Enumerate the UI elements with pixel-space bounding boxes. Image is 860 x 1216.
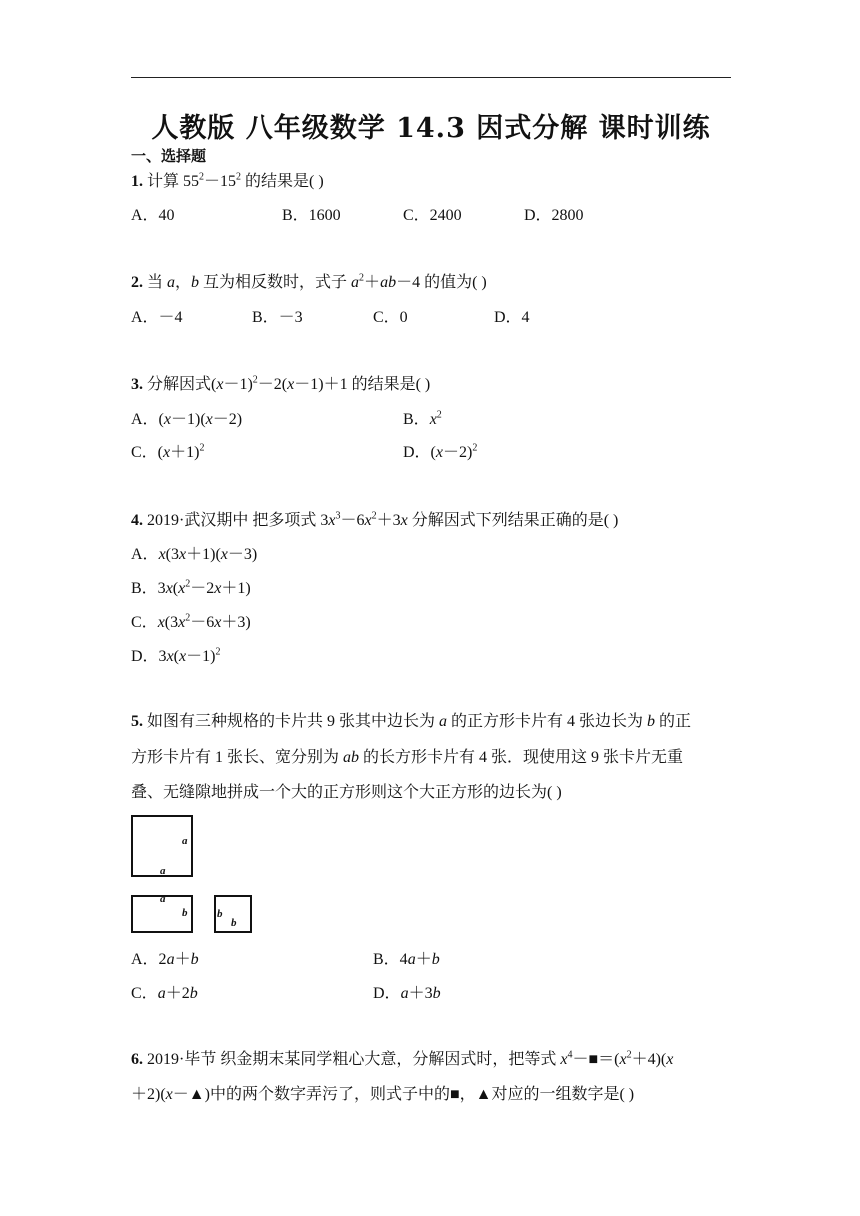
question-1: 1. 计算 $55^2-15^2$ 的结果是( ) (131, 171, 324, 190)
question-3: 3. 分解因式$(x-1)^2-2(x-1)+1$ 的结果是( ) (131, 374, 431, 393)
q2-option-c: C．0 (373, 309, 408, 326)
q2-option-a: A．－4 (131, 309, 183, 326)
question-4: 4. 2019·武汉期中 把多项式 $3x^3-6x^2+3x$ 分解因式下列结果正确的是( ) (131, 510, 619, 529)
q1-option-a: A．40 (131, 207, 175, 224)
fig-label-rect-a: a (160, 893, 166, 905)
q3-option-a: A．(x－1)(x－2) (131, 411, 243, 428)
fig-label-a-side: a (182, 835, 188, 847)
fig-label-a-bottom: a (160, 865, 166, 877)
question-5-line-1: 5. 如图有三种规格的卡片共 9 张其中边长为 a 的正方形卡片有 4 张边长为 b 的正 (131, 713, 692, 730)
fig-label-rect-b: b (182, 907, 188, 919)
section-heading: 一、选择题 (131, 147, 207, 165)
q5-option-b: B．4a＋b (373, 951, 440, 968)
q5-option-a: A．2a＋b (131, 951, 199, 968)
q2-option-b: B．－3 (252, 309, 303, 326)
q3-option-b: B．$x^2$ (403, 409, 442, 428)
question-6-line-1: 6. 2019·毕节 织金期末某同学粗心大意，分解因式时，把等式 $x^4-■=(x^2+4)(x$ (131, 1049, 674, 1068)
q3-option-d: D．$(x-2)^2$ (403, 442, 478, 461)
fig-label-b-side: b (217, 908, 223, 920)
q5-option-c: C．a＋2b (131, 985, 198, 1002)
q1-option-d: D．2800 (524, 207, 584, 224)
q4-option-b: B．$3x(x^2-2x+1)$ (131, 578, 251, 597)
question-2: 2. 当 a，b 互为相反数时，式子 $a^2+ab-4$ 的值为( ) (131, 272, 487, 291)
question-5-line-2: 方形卡片有 1 张长、宽分别为 ab 的长方形卡片有 4 张．现使用这 9 张卡片无重 (131, 749, 684, 766)
question-6-line-2: ＋2)(x－▲)中的两个数字弄污了，则式子中的■，▲对应的一组数字是( ) (131, 1086, 635, 1103)
q4-option-d: D．$3x(x-1)^2$ (131, 646, 221, 665)
q1-option-c: C．2400 (403, 207, 462, 224)
q2-option-d: D．4 (494, 309, 530, 326)
q3-option-c: C．$(x+1)^2$ (131, 442, 205, 461)
question-5-line-3: 叠、无缝隙地拼成一个大的正方形则这个大正方形的边长为( ) (131, 784, 562, 801)
fig-label-b-bottom: b (231, 917, 237, 929)
q5-option-d: D．a＋3b (373, 985, 441, 1002)
header-rule (131, 77, 731, 78)
page-title: 人教版 八年级数学 14.3 因式分解 课时训练 (151, 113, 711, 144)
q4-option-c: C．$x(3x^2-6x+3)$ (131, 612, 251, 631)
q1-option-b: B．1600 (282, 207, 341, 224)
q4-option-a: A．x(3x＋1)(x－3) (131, 546, 258, 563)
